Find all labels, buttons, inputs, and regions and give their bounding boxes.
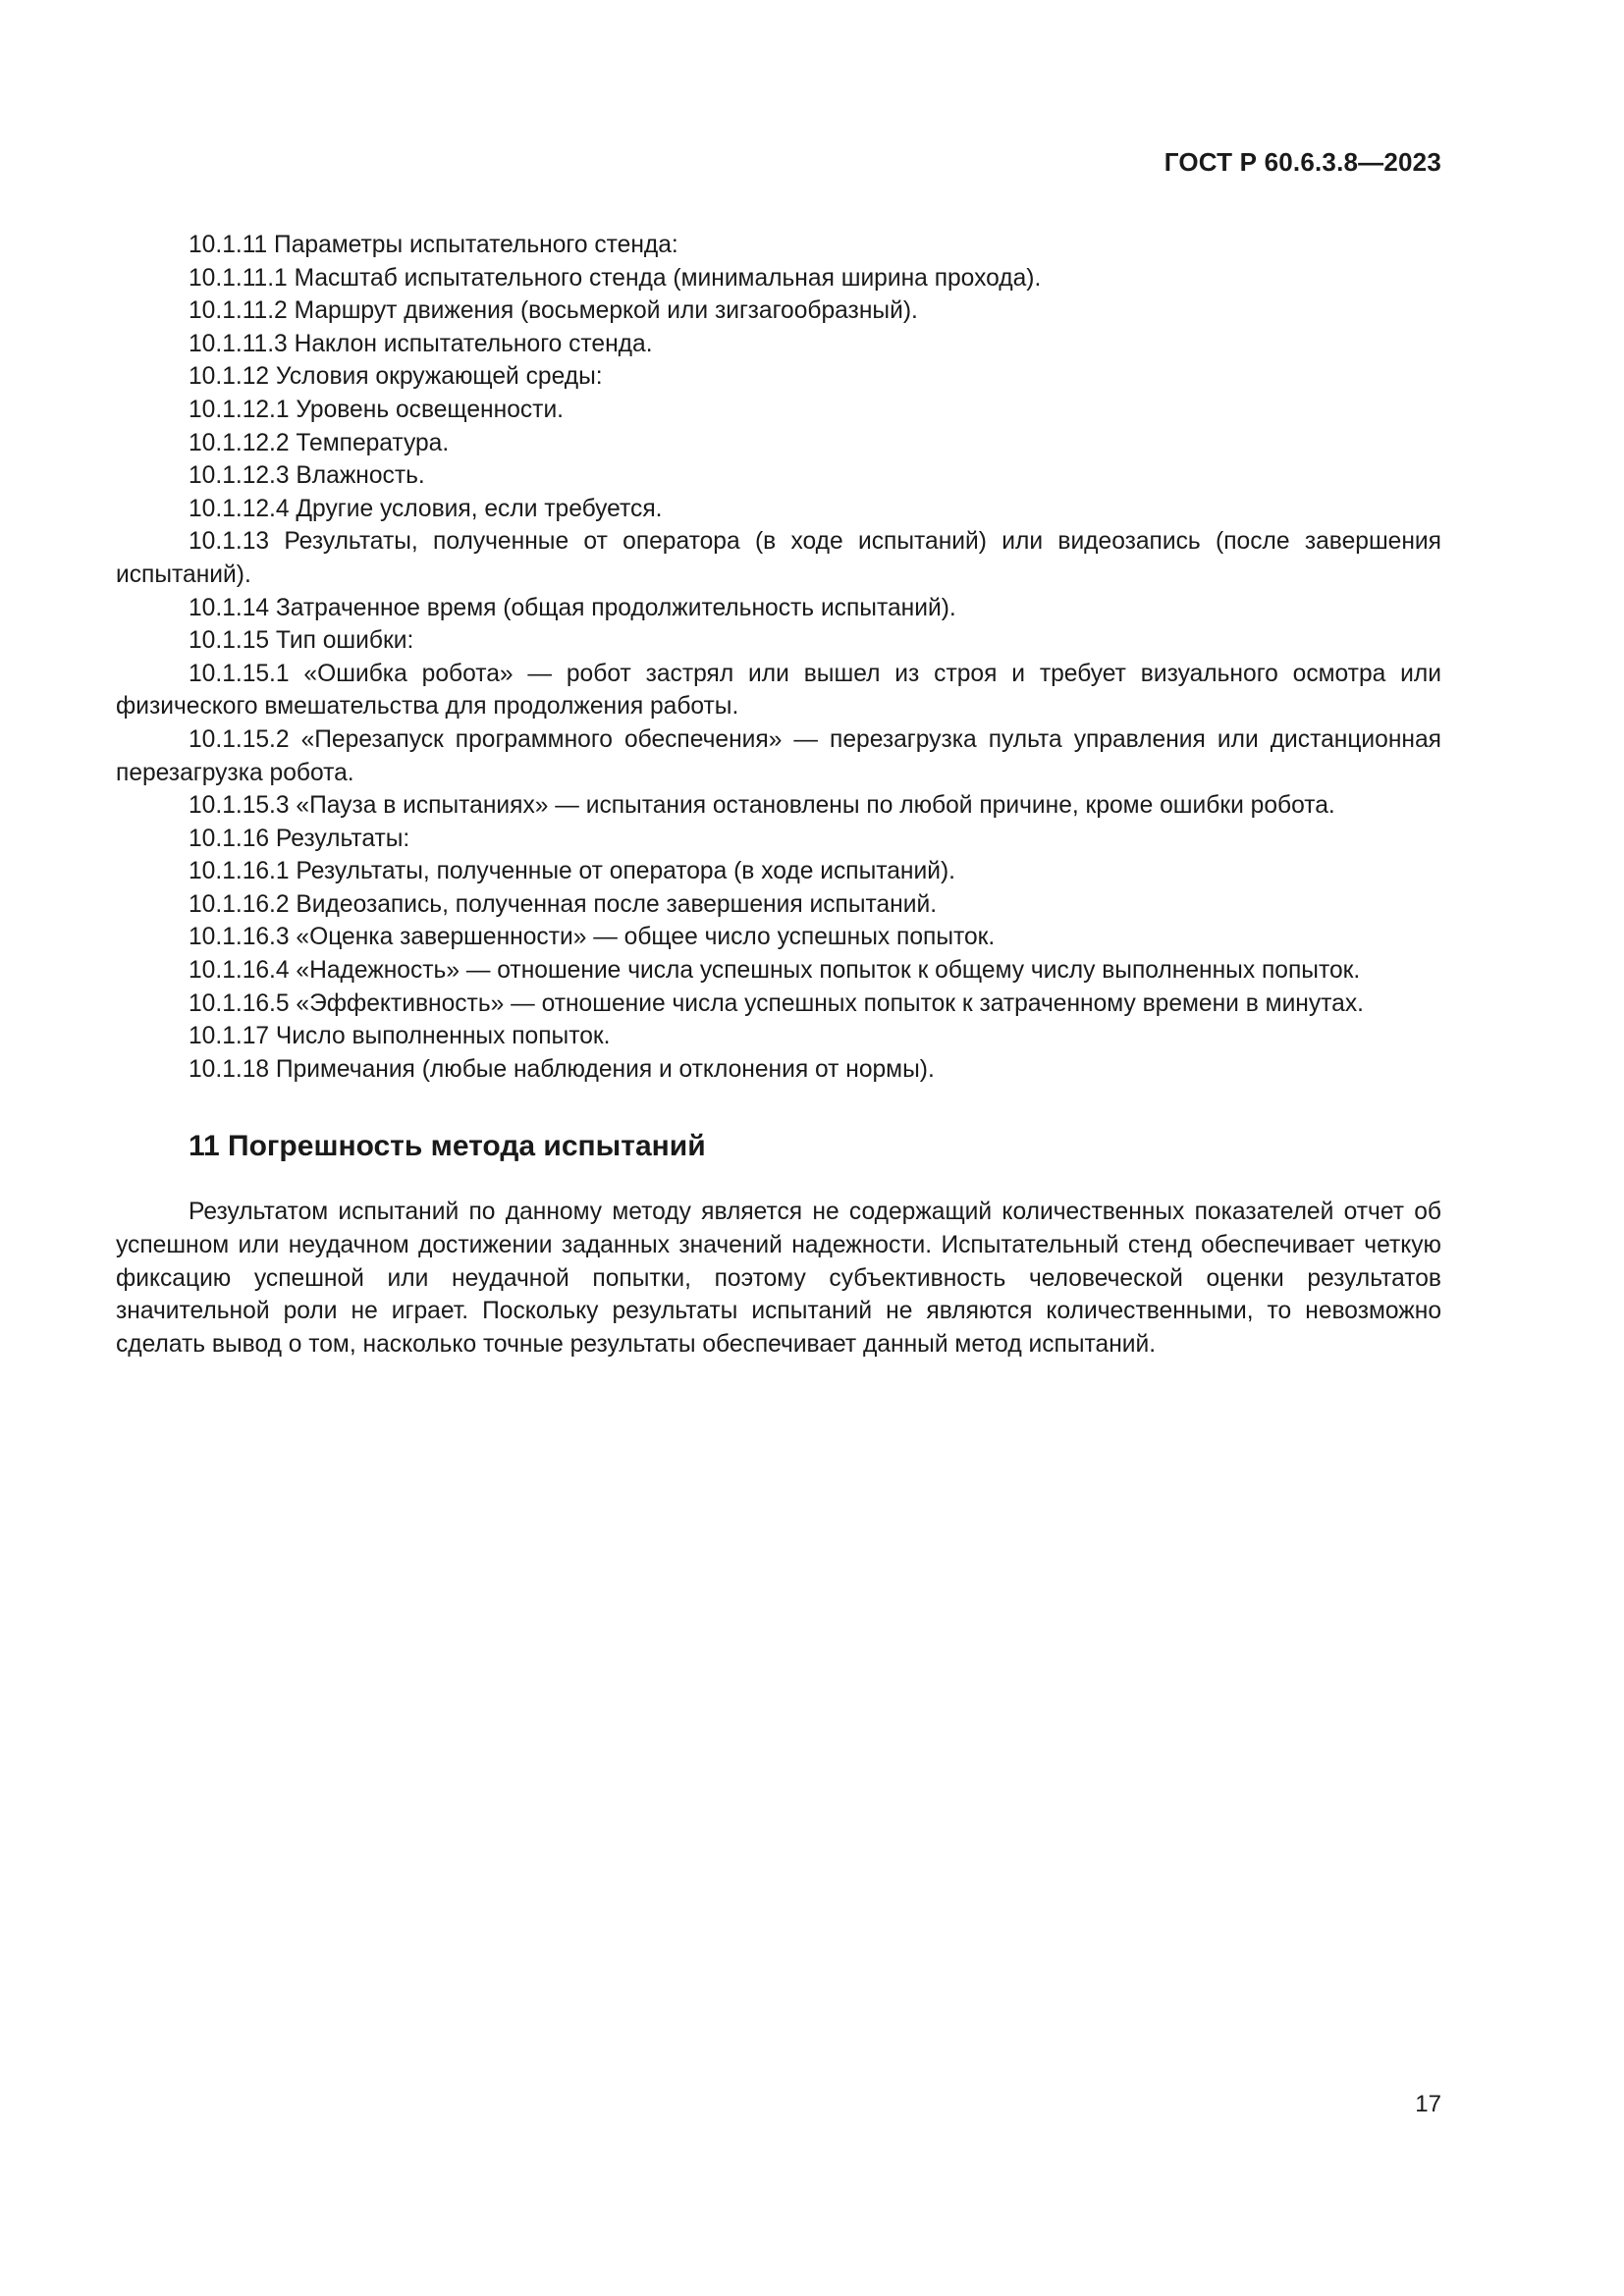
section-11-title: 11 Погрешность метода испытаний xyxy=(189,1130,706,1163)
paragraph-10-1-16-3: 10.1.16.3 «Оценка завершенности» — общее число успешных попыток. xyxy=(189,924,996,951)
paragraph-10-1-12: 10.1.12 Условия окружающей среды: xyxy=(189,363,603,391)
paragraph-10-1-15-2: 10.1.15.2 «Перезапуск программного обеспечения» — перезагрузка пульта управления или дистанционная перезагрузка робота. xyxy=(116,725,1441,786)
paragraph-10-1-16-5: 10.1.16.5 «Эффективность» — отношение числа успешных попыток к затраченному времени в минутах. xyxy=(189,989,1364,1017)
paragraph-10-1-17: 10.1.17 Число выполненных попыток. xyxy=(189,1023,611,1050)
paragraph-10-1-12-3: 10.1.12.3 Влажность. xyxy=(189,462,425,490)
paragraph-10-1-15: 10.1.15 Тип ошибки: xyxy=(189,627,414,655)
paragraph-10-1-12-1: 10.1.12.1 Уровень освещенности. xyxy=(189,396,565,423)
paragraph-10-1-15-3: 10.1.15.3 «Пауза в испытаниях» — испытания остановлены по любой причине, кроме ошибки робота. xyxy=(189,792,1335,820)
paragraph-10-1-16-4: 10.1.16.4 «Надежность» — отношение числа успешных попыток к общему числу выполненных попыток. xyxy=(189,957,1361,985)
paragraph-10-1-18: 10.1.18 Примечания (любые наблюдения и отклонения от нормы). xyxy=(189,1055,935,1083)
paragraph-10-1-12-4: 10.1.12.4 Другие условия, если требуется. xyxy=(189,495,663,522)
paragraph-10-1-11-1: 10.1.11.1 Масштаб испытательного стенда (минимальная ширина прохода). xyxy=(189,264,1042,292)
paragraph-10-1-12-2: 10.1.12.2 Температура. xyxy=(189,429,450,456)
paragraph-10-1-11-2: 10.1.11.2 Маршрут движения (восьмеркой или зигзагообразный). xyxy=(189,297,918,325)
paragraph-10-1-16-2: 10.1.16.2 Видеозапись, полученная после завершения испытаний. xyxy=(189,890,938,918)
page-number: 17 xyxy=(1415,2091,1441,2117)
paragraph-10-1-11-3: 10.1.11.3 Наклон испытательного стенда. xyxy=(189,330,653,357)
paragraph-10-1-15-1: 10.1.15.1 «Ошибка робота» — робот застрял или вышел из строя и требует визуального осмотра или физического вмешательства для продолжения работы. xyxy=(116,660,1441,721)
section-11-body: Результатом испытаний по данному методу является не содержащий количественных показателей отчет об успешном или неудачном достижении заданных значений надежности. Испытательный стенд обеспечивает четкую фиксацию успешной или неудачной попытки, поэтому субъективность человеческой оценки результатов значительной роли не играет. Поскольку результаты испытаний не являются количественными, то невозможно сделать вывод о том, насколько точные результаты обеспечивает данный метод испытаний. xyxy=(116,1199,1441,1358)
paragraph-10-1-14: 10.1.14 Затраченное время (общая продолжительность испытаний). xyxy=(189,594,956,621)
paragraph-10-1-13: 10.1.13 Результаты, полученные от оператора (в ходе испытаний) или видеозапись (после завершения испытаний). xyxy=(116,528,1441,588)
paragraph-10-1-11: 10.1.11 Параметры испытательного стенда: xyxy=(189,232,678,258)
document-body xyxy=(116,229,1441,1361)
paragraph-10-1-16: 10.1.16 Результаты: xyxy=(189,825,410,852)
standard-code-header: ГОСТ Р 60.6.3.8—2023 xyxy=(1164,147,1441,177)
paragraph-10-1-16-1: 10.1.16.1 Результаты, полученные от оператора (в ходе испытаний). xyxy=(189,858,955,885)
